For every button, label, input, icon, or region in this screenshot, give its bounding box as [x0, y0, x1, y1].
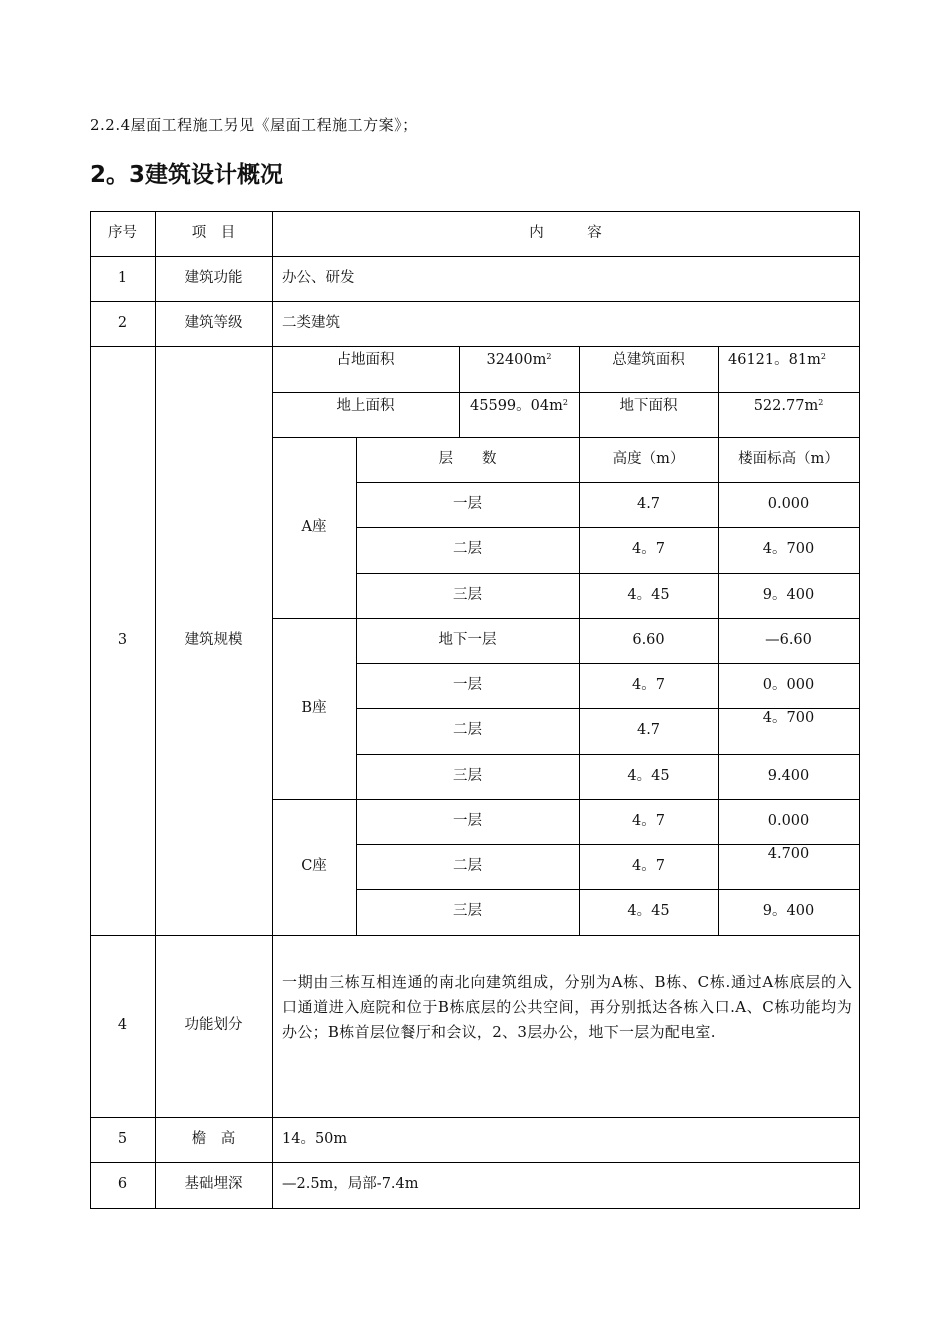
row5-seq: 5: [117, 1130, 128, 1147]
a-elev: 4。700: [762, 541, 815, 558]
a-floor: 二层: [453, 541, 482, 558]
row6-value: —2.5m，局部-7.4m: [282, 1176, 419, 1193]
row4-seq: 4: [117, 1017, 128, 1034]
intro-paragraph: 2.2.4屋面工程施工另见《屋面工程施工方案》；: [90, 116, 418, 134]
above-area-value: 45599。04m 2: [470, 398, 568, 414]
below-area-value: 522.77m 2: [753, 398, 824, 414]
row2-value: 二类建筑: [282, 314, 340, 331]
b-elev: 9.400: [767, 767, 810, 784]
block-c-label: C座: [301, 858, 327, 875]
a-floor: 三层: [453, 586, 482, 603]
row5-value: 14。50m: [282, 1130, 348, 1147]
block-a-label: A座: [301, 518, 327, 535]
row5-item: 檐 高: [191, 1130, 236, 1147]
c-floor: 一层: [453, 812, 482, 829]
sup-2: 2: [818, 398, 824, 407]
row1-seq: 1: [117, 269, 128, 286]
floor-header: 层 数: [438, 450, 497, 467]
b-elev: —6.60: [765, 631, 812, 648]
c-height: 4。7: [632, 857, 665, 874]
row3-seq: 3: [117, 631, 128, 648]
b-elev: 4。700: [762, 710, 815, 726]
header-content: 内 容: [529, 224, 602, 241]
row6-item: 基础埋深: [184, 1176, 243, 1193]
sup-2: 2: [546, 352, 552, 361]
b-height: 4。45: [627, 767, 670, 784]
a-elev: 0.000: [767, 495, 810, 512]
b-floor: 一层: [453, 676, 482, 693]
b-height: 4。7: [632, 676, 665, 693]
sup-2: 2: [820, 352, 826, 361]
c-height: 4。45: [627, 903, 670, 920]
height-header: 高度（m）: [612, 450, 685, 467]
total-area-label: 总建筑面积: [612, 352, 685, 368]
row6-seq: 6: [117, 1176, 128, 1193]
a-elev: 9。400: [762, 586, 815, 603]
row4-item: 功能划分: [184, 1017, 243, 1034]
c-height: 4。7: [632, 812, 665, 829]
row3-item: 建筑规模: [184, 631, 243, 648]
a-height: 4。7: [632, 541, 665, 558]
c-elev: 4.700: [767, 846, 810, 862]
row4-value: 一期由三栋互相连通的南北向建筑组成，分别为A栋、B栋、C栋.通过A栋底层的入口通道进入庭院和位于B栋底层的公共空间，再分别抵达各栋入口.A、C栋功能均为办公；B栋首层位餐厅和会议，2、3层办公，地下一层为配电室.: [282, 973, 852, 1041]
header-item: 项 目: [191, 224, 236, 241]
header-seq: 序号: [108, 224, 137, 241]
row2-item: 建筑等级: [184, 314, 243, 331]
b-height: 6.60: [632, 631, 665, 648]
row1-value: 办公、研发: [282, 269, 355, 286]
b-height: 4.7: [636, 722, 661, 739]
row1-item: 建筑功能: [184, 269, 243, 286]
b-floor: 三层: [453, 767, 482, 784]
elev-header: 楼面标高（m）: [738, 450, 839, 467]
b-elev: 0。000: [762, 676, 815, 693]
above-area-label: 地上面积: [336, 398, 395, 414]
total-area-value: 46121。81m 2: [728, 352, 826, 368]
site-area-label: 占地面积: [336, 352, 395, 368]
a-height: 4。45: [627, 586, 670, 603]
c-floor: 二层: [453, 857, 482, 874]
site-area-value: 32400m 2: [486, 352, 552, 368]
a-floor: 一层: [453, 495, 482, 512]
section-heading: 2。3建筑设计概况: [90, 162, 284, 188]
b-floor: 二层: [453, 722, 482, 739]
c-elev: 0.000: [767, 812, 810, 829]
row2-seq: 2: [117, 314, 128, 331]
c-floor: 三层: [453, 903, 482, 920]
b-floor: 地下一层: [438, 631, 497, 648]
block-b-label: B座: [301, 699, 327, 716]
sup-2: 2: [562, 398, 568, 407]
below-area-label: 地下面积: [619, 398, 678, 414]
c-elev: 9。400: [762, 903, 815, 920]
a-height: 4.7: [636, 495, 661, 512]
